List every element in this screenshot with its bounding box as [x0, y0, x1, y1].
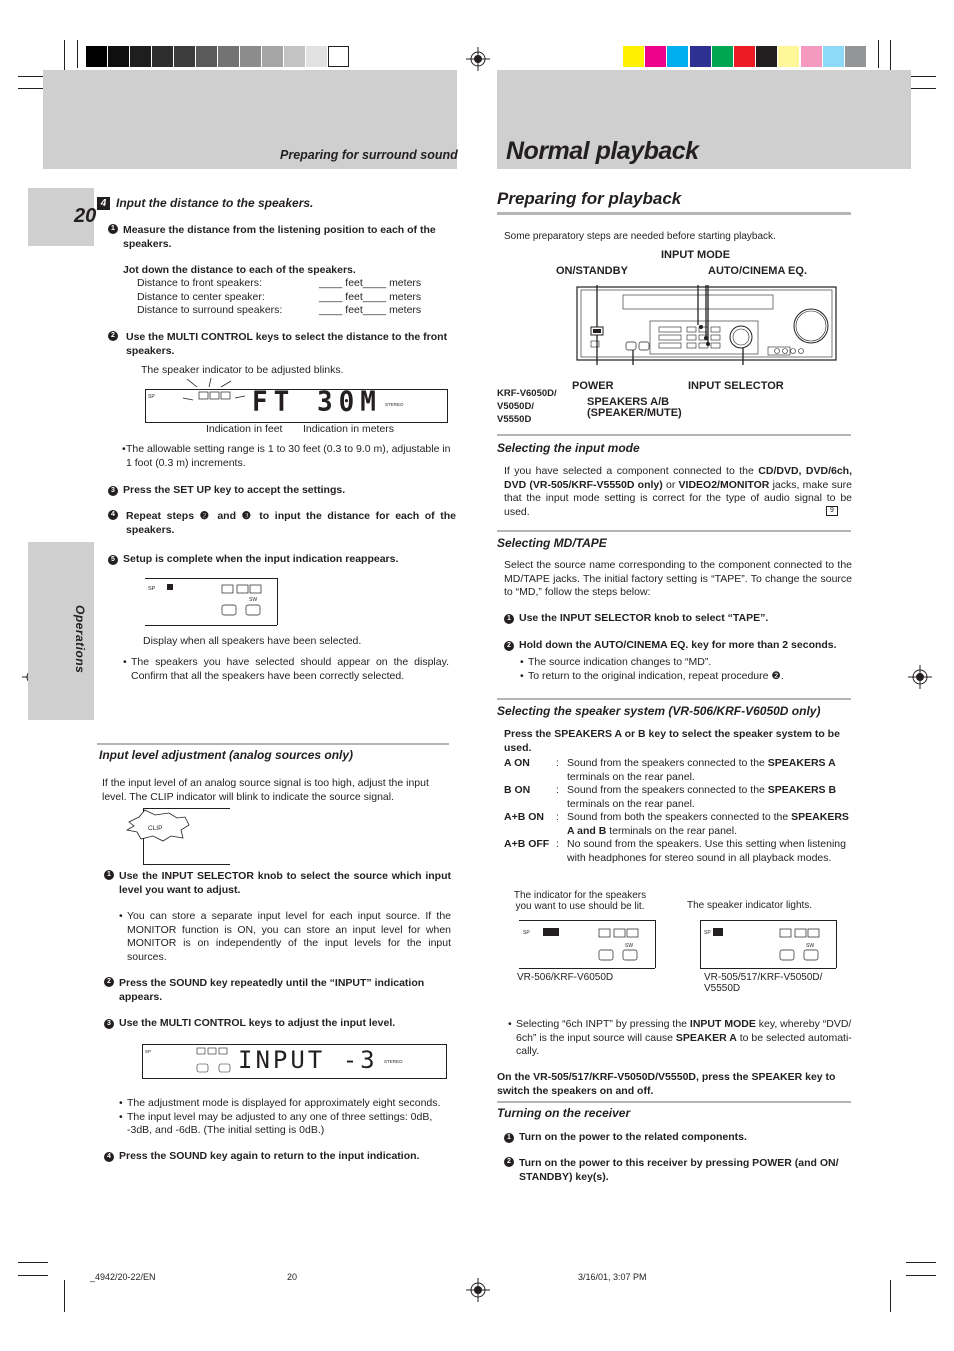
input-mode-heading: Selecting the input mode: [497, 441, 640, 455]
speaker-mute-text: (SPEAKER/MUTE): [587, 407, 682, 419]
step-number-1: 1: [504, 614, 514, 624]
divider: [497, 434, 851, 436]
input-mode-label: INPUT MODE: [661, 249, 731, 261]
color-swatch: [690, 46, 711, 67]
speaker-caption-left: The indicator for the speakers you want to use should be lit.: [513, 890, 647, 912]
page-title: Normal playback: [506, 137, 699, 165]
distance-blank: ____ feet____ meters: [319, 290, 422, 303]
speaker-system-lead: Press the SPEAKERS A or B key to select the speaker system to be used.: [504, 728, 840, 754]
speakers-ab-text: SPEAKERS A/B: [587, 396, 670, 408]
input-mode-text: [504, 465, 852, 519]
footer-page: 20: [287, 1272, 298, 1282]
step-number-4: 4: [108, 510, 118, 520]
gray-swatch: [130, 46, 151, 67]
display-caption: Display when all speakers have been selected.: [143, 635, 362, 647]
md-tape-text: Select the source name corresponding to the component connected to the MD/TAPE jacks. The initial factory setting is “TAPE”. To change the source to “MD,” follow the steps below:: [504, 559, 852, 598]
speaker-lcd-left: [519, 920, 656, 970]
gray-swatch: [86, 46, 107, 67]
svg-text:STEREO: STEREO: [385, 402, 404, 407]
step-number-3: 3: [104, 1019, 114, 1029]
step-heading: Input the distance to the speakers.: [116, 196, 314, 210]
distance-blank: ____ feet____ meters: [319, 304, 422, 316]
clip-indicator-display: [125, 808, 233, 866]
adjust-note: The adjustment mode is displayed for approximately eight seconds.: [127, 1097, 441, 1109]
step-number-1: 1: [104, 870, 114, 880]
turn-on-step-2-text: Turn on the power to this receiver by pressing POWER (and ON/ STANDBY) key(s).: [519, 1157, 839, 1183]
model-caption-right: VR-505/517/KRF-V5050D/ V5550D: [704, 972, 823, 994]
text-run-bold: INPUT MODE: [689, 1018, 756, 1030]
input-level-note-text: You can store a separate input level for each input source. If the MONITOR function is ON, you can store an input level for when MONITOR is on independently of the input levels for the input sources.: [127, 910, 451, 963]
text-run: to be selected automati- cally.: [516, 1031, 852, 1057]
all-speakers-lcd-display: [145, 578, 279, 626]
registration-mark-icon: [908, 665, 932, 689]
input-step-1-text: Use the INPUT SELECTOR knob to select the source which input level you want to adjust.: [119, 870, 451, 896]
speaker-mode-table: [504, 757, 854, 865]
color-swatch: [756, 46, 777, 67]
on-standby-label: ON/STANDBY: [556, 265, 628, 277]
adjust-notes: • The adjustment mode is displayed for approximately eight seconds. • The input level may be adjusted to any one of three settings: 0dB, -3dB, and -6dB. (The initial setting is 0dB.): [119, 1097, 441, 1136]
input-step-3: [104, 1017, 451, 1031]
gray-swatch: [174, 46, 195, 67]
power-label: POWER: [572, 380, 614, 392]
divider: [497, 698, 851, 700]
svg-text:SP: SP: [145, 1049, 152, 1054]
distance-blank: ____ feet____ meters: [319, 277, 422, 289]
speaker-system-heading: Selecting the speaker system (VR-506/KRF-V6050D only): [497, 704, 821, 718]
mode-key: B ON: [504, 784, 531, 796]
speaker-mode-row: B ON : Sound from the speakers connected to the SPEAKERS B terminals on the rear panel.: [504, 784, 837, 810]
step-badge: 4: [97, 197, 110, 210]
text-run: Sound from the speakers connected to the: [567, 757, 768, 769]
text-run-bold: SPEAKERS A: [767, 757, 836, 769]
color-swatch: [623, 46, 644, 67]
md-tape-heading: Selecting MD/TAPE: [497, 536, 607, 550]
text-run: key, whereby “DVD/ 6ch” is the input source will cause: [516, 1018, 852, 1044]
lcd-input-readout: INPUT -3: [238, 1046, 378, 1074]
step-2: [108, 331, 453, 358]
step-4-text: Repeat steps ❷ and ❸ to input the distance for each of the speakers.: [126, 510, 456, 536]
input-step-3-text: Use the MULTI CONTROL keys to adjust the input level.: [119, 1017, 396, 1029]
crop-mark: [878, 40, 879, 68]
gray-swatch: [108, 46, 129, 67]
input-level-intro: If the input level of an analog source signal is too high, adjust the input level. The CLIP indicator will blink to indicate the source signal.: [102, 777, 429, 803]
prep-intro: Some preparatory steps are needed before starting playback.: [504, 231, 776, 242]
input-step-2-text: Press the SOUND key repeatedly until the “INPUT” indication appears.: [119, 977, 425, 1003]
speaker-caption-right: The speaker indicator lights.: [687, 900, 813, 911]
text-run-bold: SPEAKERS A and B: [567, 811, 849, 837]
svg-text:SW: SW: [625, 943, 634, 949]
input-level-note: • You can store a separate input level for each input source. If the MONITOR function is ON, you can store an input level for when MONITOR is on independently of the input levels for the input sources.: [119, 910, 451, 963]
side-tab-label: Operations: [73, 605, 87, 674]
gray-swatch: [262, 46, 283, 67]
step-number-3: 3: [108, 486, 118, 496]
step-number-2: 2: [108, 331, 118, 341]
step-3: [108, 484, 453, 498]
six-ch-note: • Selecting “6ch INPT” by pressing the INPUT MODE key, whereby “DVD/ 6ch” is the input source will cause SPEAKER A to be selected automati- cally.: [508, 1018, 852, 1057]
blink-note: The speaker indicator to be adjusted blinks.: [141, 364, 344, 376]
input-level-heading: Input level adjustment (analog sources only): [99, 748, 354, 762]
divider: [497, 212, 851, 215]
divider: [497, 530, 851, 532]
gray-swatch: [306, 46, 327, 67]
gray-swatch: [240, 46, 261, 67]
svg-text:SW: SW: [249, 597, 258, 603]
mode-key: A+B OFF: [504, 838, 550, 850]
mode-key: A+B ON: [504, 811, 544, 823]
mode-key: A ON: [504, 757, 530, 769]
page-number: 20: [74, 205, 97, 227]
speaker-mode-row: A ON : Sound from the speakers connected to the SPEAKERS A terminals on the rear panel.: [504, 757, 836, 783]
speaker-key-note: On the VR-505/517/KRF-V5050D/V5550D, press the SPEAKER key to switch the speakers on and off.: [497, 1071, 836, 1097]
svg-text:SP: SP: [148, 394, 155, 400]
gray-swatch: [218, 46, 239, 67]
input-step-4-text: Press the SOUND key again to return to the input indication.: [119, 1150, 420, 1162]
range-text: The allowable setting range is 1 to 30 feet (0.3 to 9.0 m), adjustable in 1 foot (0.3 m) increments.: [126, 443, 451, 469]
step-3-text: Press the SET UP key to accept the settings.: [123, 484, 346, 496]
section-header: Preparing for surround sound: [280, 148, 458, 162]
step-number-5: 5: [108, 555, 118, 565]
text-run: No sound from the speakers. Use this setting when listening with headphones for stereo sound in all playback modes.: [567, 838, 846, 864]
speakers-ab-label: [587, 397, 682, 419]
md-step-2: [504, 639, 854, 653]
lcd-distance-readout: FT 30M: [252, 386, 382, 418]
speaker-lcd-right: [700, 920, 837, 970]
step-4: [108, 510, 456, 537]
md-notes: • The source indication changes to “MD”. • To return to the original indication, repeat procedure ❷.: [520, 656, 784, 682]
text-run: or: [662, 478, 679, 491]
color-swatch: [845, 46, 866, 67]
divider: [97, 743, 449, 745]
md-step-2-text: Hold down the AUTO/CINEMA EQ. key for more than 2 seconds.: [519, 639, 837, 651]
step-number-2: 2: [504, 641, 514, 651]
registration-mark-icon: [466, 1278, 490, 1302]
md-note: To return to the original indication, repeat procedure ❷.: [528, 669, 784, 682]
range-note: • The allowable setting range is 1 to 30 feet (0.3 to 9.0 m), adjustable in 1 foot (0.3 m) increments.: [122, 443, 451, 469]
text-run: Sound from the speakers connected to the: [567, 784, 768, 796]
svg-text:SW: SW: [806, 943, 815, 949]
text-run: terminals on the rear panel.: [567, 770, 695, 783]
distance-table: [137, 277, 457, 318]
text-run: terminals on the rear panel.: [567, 797, 695, 810]
md-step-1-text: Use the INPUT SELECTOR knob to select “TAPE”.: [519, 612, 769, 624]
registration-mark-icon: [466, 47, 490, 71]
text-run: jacks, make sure that the input mode setting is correct for the type of audio signal to be used.: [504, 478, 852, 518]
step-number-1: 1: [108, 224, 118, 234]
md-note: The source indication changes to “MD”.: [528, 656, 712, 668]
color-swatch: [712, 46, 733, 67]
input-selector-label: INPUT SELECTOR: [688, 380, 784, 392]
text-run-bold: CD/DVD, DVD/6ch, DVD (VR-505/KRF-V5550D only): [504, 465, 852, 491]
model-caption-left: VR-506/KRF-V6050D: [517, 972, 614, 983]
text-run-bold: VIDEO2/MONITOR: [678, 478, 770, 491]
step-number-1: 1: [504, 1133, 514, 1143]
receiver-front-panel-diagram: [575, 285, 839, 365]
footer-file: _4942/20-22/EN: [90, 1272, 156, 1282]
md-step-1: [504, 612, 852, 626]
text-run: terminals on the rear panel.: [606, 824, 738, 837]
auto-cinema-label: AUTO/CINEMA EQ.: [708, 265, 808, 277]
turn-on-step-2: [504, 1157, 852, 1184]
gray-swatch: [196, 46, 217, 67]
text-run: Selecting “6ch INPT” by pressing the: [516, 1018, 690, 1030]
step-1-text: Measure the distance from the listening position to each of the speakers.: [123, 224, 436, 250]
speaker-mode-row: A+B ON : Sound from both the speakers connected to the SPEAKERS A and B terminals on the rear panel.: [504, 811, 849, 837]
svg-text:SP: SP: [704, 930, 711, 936]
footer-date: 3/16/01, 3:07 PM: [578, 1272, 647, 1282]
distance-label: Distance to center speaker:: [137, 290, 265, 303]
color-swatch: [778, 46, 799, 67]
step-5: [108, 553, 453, 567]
step-1: [108, 224, 460, 251]
svg-text:SP: SP: [148, 586, 156, 592]
color-swatch: [801, 46, 822, 67]
distance-label: Distance to front speakers:: [137, 277, 262, 289]
indication-feet: Indication in feet: [206, 423, 283, 435]
svg-text:STEREO: STEREO: [384, 1059, 403, 1064]
color-swatch: [645, 46, 666, 67]
page-reference-badge[interactable]: 9: [826, 506, 838, 516]
speaker-mode-row: A+B OFF : No sound from the speakers. Use this setting when listening with headphones for stereo sound in all playback modes.: [504, 838, 846, 864]
step-5-text: Setup is complete when the input indication reappears.: [123, 553, 399, 565]
input-step-2: [104, 977, 451, 1004]
step-number-4: 4: [104, 1152, 114, 1162]
distance-label: Distance to surround speakers:: [137, 304, 283, 316]
section-heading: Preparing for playback: [497, 189, 682, 208]
indication-meters: Indication in meters: [303, 423, 395, 435]
text-run: Sound from both the speakers connected to the: [567, 811, 792, 823]
text-run: If you have selected a component connected to the: [504, 465, 759, 477]
input-step-4: [104, 1150, 451, 1164]
turn-on-step-1-text: Turn on the power to the related components.: [519, 1131, 747, 1143]
input-step-1: [104, 870, 451, 897]
crop-mark: [77, 40, 78, 68]
text-run-bold: SPEAKERS B: [767, 784, 837, 796]
gray-swatch: [152, 46, 173, 67]
step-2-text: Use the MULTI CONTROL keys to select the distance to the front speakers.: [126, 331, 448, 357]
adjust-note: The input level may be adjusted to any one of three settings: 0dB, -3dB, and -6dB. (The initial setting is 0dB.): [127, 1110, 433, 1136]
clip-label: CLIP: [148, 825, 163, 832]
color-swatch: [823, 46, 844, 67]
turn-on-heading: Turning on the receiver: [497, 1106, 631, 1120]
color-swatch: [734, 46, 755, 67]
text-run-bold: SPEAKER A: [675, 1031, 737, 1044]
gray-swatch: [328, 46, 349, 67]
model-list: KRF-V6050D/ V5050D/ V5550D: [497, 388, 557, 425]
step-number-2: 2: [504, 1157, 514, 1167]
gray-swatch: [284, 46, 305, 67]
color-swatch: [667, 46, 688, 67]
turn-on-step-1: [504, 1131, 852, 1145]
speaker-note-text: The speakers you have selected should appear on the display. Confirm that all the speakers have been correctly selected.: [131, 656, 449, 682]
speaker-note: • The speakers you have selected should appear on the display. Confirm that all the speakers have been correctly selected.: [123, 656, 449, 682]
step-number-2: 2: [104, 977, 114, 987]
svg-text:SP: SP: [523, 930, 530, 936]
divider: [497, 1101, 851, 1103]
jot-note: Jot down the distance to each of the speakers.: [123, 264, 356, 276]
